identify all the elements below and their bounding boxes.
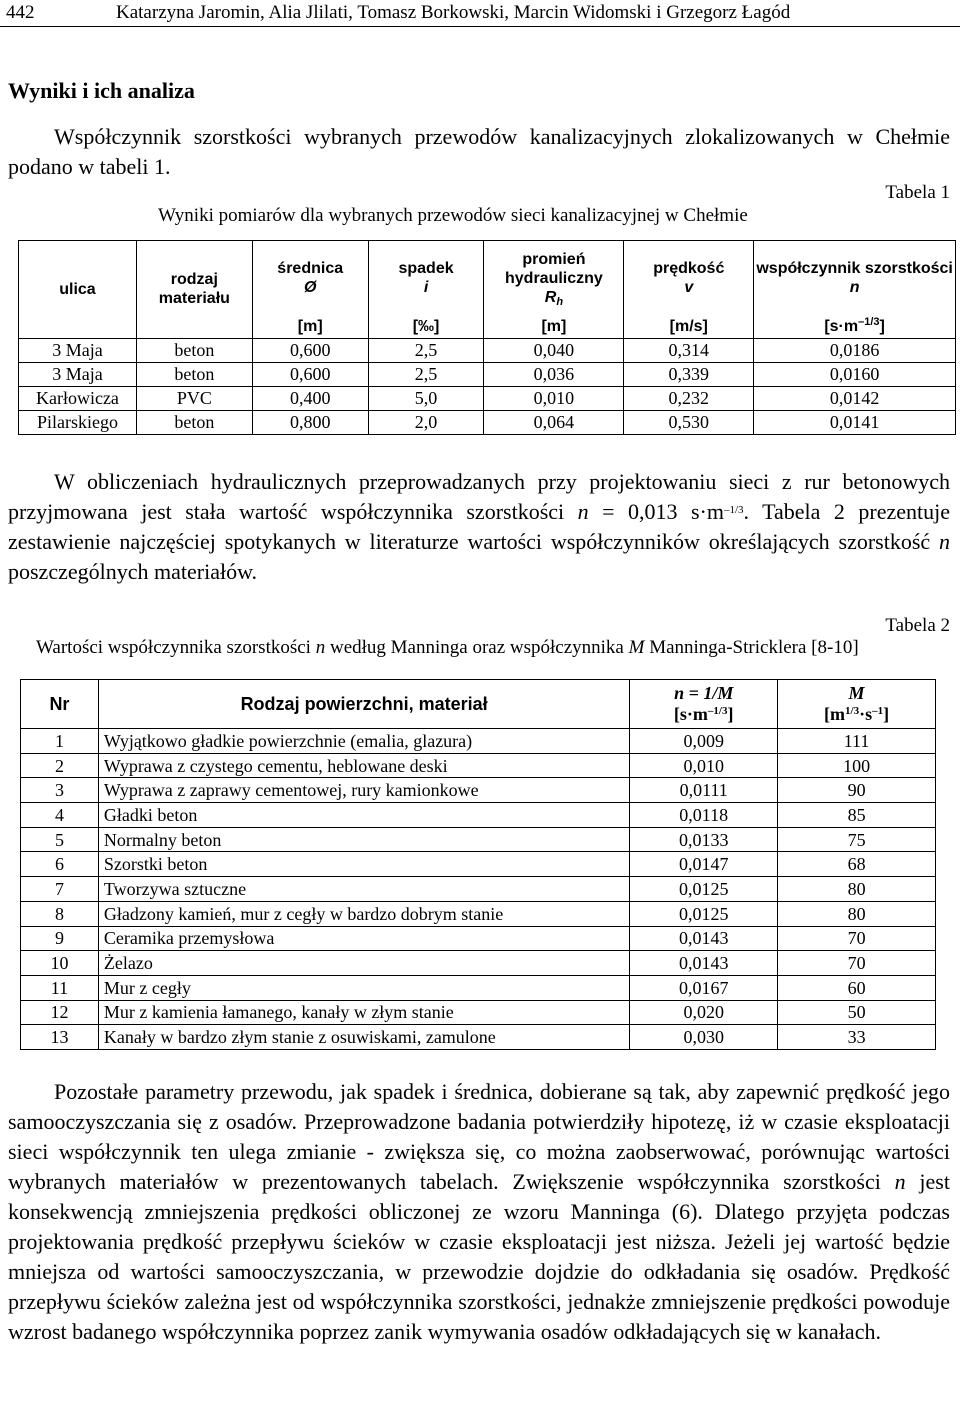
table2-row-cell: 85 [778, 803, 936, 828]
p3-text-1: Pozostałe parametry przewodu, jak spadek i średnica, dobierane są tak, aby zapewnić prędkość jego samooczyszczania się z osadów. Przeprowadzone badania potwierdziły hipotezę, iż w czasie eksploatacji sieci współczynnik ten ulega zmianie - zwiększa się, co można zaobserwować, porównując wartości wybranych materiałów w prezentowanych tabelach. Zwiększenie współczynnika szorstkości [8, 1079, 950, 1194]
table1-header-predkosc-label: prędkość [653, 260, 725, 278]
t2-caption-3: Manninga-Stricklera [8-10] [644, 637, 859, 658]
table2-row-cell: Kanały w bardzo złym stanie z osuwiskami, zamulone [98, 1025, 629, 1050]
table2-row-cell: 80 [778, 877, 936, 902]
table1-row-cell: 0,0141 [754, 410, 956, 434]
table2-row-cell: 13 [21, 1025, 99, 1050]
table2-header-nr: Nr [21, 680, 99, 729]
table2-row-cell: 0,009 [630, 729, 778, 754]
table2-row [21, 975, 936, 1000]
table1-header-ulica: ulica [19, 241, 137, 339]
table2-row-cell: 0,010 [630, 753, 778, 778]
p2-text-3: . Tabela 2 prezentuje zestawienie najczęściej spotykanych w literaturze wartości współczynników określających szorstkość [8, 499, 950, 554]
table1-unit-wsp-exp: –1/3 [858, 315, 880, 328]
table1-header-spadek-symbol: i [423, 279, 429, 297]
table2-row [21, 877, 936, 902]
p2-symbol-n2: n [939, 529, 950, 554]
table2-row-cell: Wyjątkowo gładkie powierzchnie (emalia, glazura) [98, 729, 629, 754]
table1-header-promien-sub: h [556, 295, 564, 308]
table1-row-cell: 0,0186 [754, 338, 956, 362]
table1-body [19, 338, 956, 434]
p2-text-4: poszczególnych materiałów. [8, 559, 258, 584]
table2-row [21, 778, 936, 803]
table2-row-cell: 0,0111 [630, 778, 778, 803]
table2-header-m-unit: [m [824, 704, 846, 724]
table1-row-cell: 5,0 [368, 386, 484, 410]
table1-row-cell: 2,5 [368, 362, 484, 386]
table2-row-cell: 0,0143 [630, 951, 778, 976]
table2-row-cell: 0,0167 [630, 975, 778, 1000]
page-number: 442 [6, 2, 35, 23]
t2-caption-2: według Manninga oraz współczynnika [325, 637, 629, 658]
table1-unit-wsp-base: [s·m [824, 317, 859, 335]
table2-row [21, 803, 936, 828]
table2-row-cell: Wyprawa z zaprawy cementowej, rury kamionkowe [98, 778, 629, 803]
table1-row-cell: 0,036 [484, 362, 624, 386]
paragraph-intro: Współczynnik szorstkości wybranych przewodów kanalizacyjnych zlokalizowanych w Chełmie podano w tabeli 1. [8, 124, 950, 179]
table2-row-cell: Żelazo [98, 951, 629, 976]
table2-row-cell: 80 [778, 901, 936, 926]
table1-caption: Wyniki pomiarów dla wybranych przewodów sieci kanalizacyjnej w Chełmie [158, 205, 748, 226]
table2-row-cell: Gładzony kamień, mur z cegły w bardzo dobrym stanie [98, 901, 629, 926]
table1-row-cell: 3 Maja [19, 362, 137, 386]
table2-row-cell: Gładki beton [98, 803, 629, 828]
table1-header-srednica-label: średnica [277, 260, 344, 278]
table2-row [21, 951, 936, 976]
table2-row-cell: 111 [778, 729, 936, 754]
table2-row-cell: 7 [21, 877, 99, 902]
table2-row-cell: 0,0143 [630, 926, 778, 951]
table2-row [21, 926, 936, 951]
table2-row-cell: Ceramika przemysłowa [98, 926, 629, 951]
table1-unit-promien: [m] [484, 316, 624, 339]
table2-row-cell: 0,0118 [630, 803, 778, 828]
table1-header-spadek-label: spadek [398, 260, 454, 278]
table2-row-cell: 10 [21, 951, 99, 976]
table2-row-cell: 75 [778, 827, 936, 852]
table1-row-cell: 0,0160 [754, 362, 956, 386]
table1 [18, 240, 956, 435]
table1-label: Tabela 1 [885, 182, 950, 203]
table2-header-material: Rodzaj powierzchni, materiał [98, 680, 629, 729]
table1-header-wspolczynnik [754, 241, 956, 316]
p2-symbol-n: n [577, 499, 589, 524]
table1-row-cell: beton [136, 362, 252, 386]
table1-row-cell: beton [136, 338, 252, 362]
t2-caption-1: Wartości współczynnika szorstkości [36, 637, 316, 658]
t2-caption-n: n [315, 637, 326, 658]
table2-row [21, 1000, 936, 1025]
table2-row-cell: 0,020 [630, 1000, 778, 1025]
table2-row [21, 901, 936, 926]
table1-row [19, 386, 956, 410]
table2-row-cell: Szorstki beton [98, 852, 629, 877]
p2-text-1: W obliczeniach hydraulicznych przeprowadzanych przy projektowaniu sieci z rur betonowych przyjmowana jest stała wartość współczynnika szorstkości [8, 469, 950, 524]
table2-header-m-title: M [848, 683, 865, 703]
table2-row-cell: Mur z kamienia łamanego, kanały w złym stanie [98, 1000, 629, 1025]
table1-row-cell: 0,530 [624, 410, 754, 434]
table1-header-wspolczynnik-label: współczynnik szorstkości [756, 260, 953, 278]
table2-row-cell: Tworzywa sztuczne [98, 877, 629, 902]
table2-row [21, 729, 936, 754]
running-head-authors: Katarzyna Jaromin, Alia Jlilati, Tomasz Borkowski, Marcin Widomski i Grzegorz Łagód [116, 2, 791, 23]
table1-unit-srednica: [m] [252, 316, 368, 339]
table2-row-cell: 8 [21, 901, 99, 926]
table1-row-cell: 0,040 [484, 338, 624, 362]
table2-row-cell: 90 [778, 778, 936, 803]
table1-row [19, 410, 956, 434]
table2-row-cell: 2 [21, 753, 99, 778]
table2-header-n-unit: [s·m [673, 704, 708, 724]
table2-header-n-end: ] [727, 704, 734, 724]
table2-row-cell: Normalny beton [98, 827, 629, 852]
table2-header-m-end: ] [883, 704, 890, 724]
table2-header-m-exp: 1/3 [845, 705, 860, 717]
table1-row-cell: 0,314 [624, 338, 754, 362]
table1-row [19, 338, 956, 362]
table1-unit-wspolczynnik [754, 316, 956, 339]
table2 [20, 679, 936, 1050]
table1-header-promien [484, 241, 624, 316]
table1-row-cell: 0,0142 [754, 386, 956, 410]
table2-row-cell: 70 [778, 926, 936, 951]
t2-caption-m: M [628, 637, 645, 658]
table2-row-cell: Wyprawa z czystego cementu, heblowane deski [98, 753, 629, 778]
table1-header-predkosc [624, 241, 754, 316]
table2-row-cell: 100 [778, 753, 936, 778]
table1-header-promien-symbol: R [544, 288, 557, 306]
table2-row-cell: Mur z cegły [98, 975, 629, 1000]
table2-header-m [778, 680, 936, 729]
p2-text-2: = 0,013 s·m [588, 499, 724, 524]
table2-row-cell: 60 [778, 975, 936, 1000]
table1-header-promien-label: promień hydrauliczny [505, 250, 603, 287]
table1-row-cell: 0,010 [484, 386, 624, 410]
p2-exponent: –1/3 [723, 504, 744, 516]
table1-row-cell: 2,0 [368, 410, 484, 434]
table1-header-material: rodzaj materiału [136, 241, 252, 339]
table1-header-srednica-symbol: Ø [303, 279, 317, 297]
table2-header-m-mid: ·s [859, 704, 873, 724]
table2-row-cell: 68 [778, 852, 936, 877]
p3-symbol-n: n [894, 1169, 906, 1194]
table2-row [21, 1025, 936, 1050]
table2-row-cell: 12 [21, 1000, 99, 1025]
table2-caption [36, 637, 859, 659]
table1-header-srednica [252, 241, 368, 316]
table2-header-n-exp: –1/3 [707, 705, 728, 717]
table2-row-cell: 1 [21, 729, 99, 754]
table1-header-predkosc-symbol: v [684, 279, 694, 297]
table1-row-cell: PVC [136, 386, 252, 410]
table1-row-cell: 0,400 [252, 386, 368, 410]
table2-row-cell: 3 [21, 778, 99, 803]
table2-row-cell: 0,0133 [630, 827, 778, 852]
table1-unit-predkosc: [m/s] [624, 316, 754, 339]
table2-row-cell: 0,030 [630, 1025, 778, 1050]
table1-row-cell: 0,339 [624, 362, 754, 386]
table2-header-m-exp2: –1 [872, 705, 884, 717]
table1-row-cell: 2,5 [368, 338, 484, 362]
table2-row-cell: 0,0125 [630, 901, 778, 926]
table2-row-cell: 33 [778, 1025, 936, 1050]
table2-label: Tabela 2 [885, 615, 950, 636]
table1-header-wspolczynnik-symbol: n [849, 279, 860, 297]
table2-row-cell: 0,0125 [630, 877, 778, 902]
table2-row-cell: 4 [21, 803, 99, 828]
table2-row-cell: 11 [21, 975, 99, 1000]
table1-row-cell: 0,600 [252, 362, 368, 386]
table2-row-cell: 6 [21, 852, 99, 877]
table1-header-spadek [368, 241, 484, 316]
table2-row-cell: 50 [778, 1000, 936, 1025]
table2-row [21, 852, 936, 877]
table1-unit-spadek: [‰] [368, 316, 484, 339]
table1-row-cell: beton [136, 410, 252, 434]
table2-row [21, 753, 936, 778]
table1-row-cell: 0,064 [484, 410, 624, 434]
table1-row-cell: 0,232 [624, 386, 754, 410]
p3-text-2: jest konsekwencją zmniejszenia prędkości obliczonej ze wzoru Manninga (6). Dlatego przyjęta podczas projektowania prędkość przepływu ścieków w czasie eksploatacji jest niższa. Jeżeli jej wartość będzie mniejsza od wartości samooczyszczania, w przewodzie dojdzie do odkładania się osadów. Prędkość przepływu ścieków zależna jest od współczynnika szorstkości, jednakże zmniejszenie prędkości powoduje wzrost badanego współczynnika poprzez zanik wymywania osadów odkładających się w kanałach. [8, 1169, 950, 1344]
table2-header-n [630, 680, 778, 729]
table1-row-cell: 3 Maja [19, 338, 137, 362]
table1-row-cell: Pilarskiego [19, 410, 137, 434]
paragraph-calculations [8, 467, 950, 587]
table1-row [19, 362, 956, 386]
table1-unit-wsp-end: ] [879, 317, 885, 335]
section-title: Wyniki i ich analiza [8, 78, 195, 103]
table2-header-n-title: n = 1/M [674, 683, 734, 703]
running-header [0, 0, 960, 27]
paragraph-conclusions [8, 1077, 950, 1347]
table2-row [21, 827, 936, 852]
table2-row-cell: 0,0147 [630, 852, 778, 877]
table2-body [21, 729, 936, 1050]
table2-row-cell: 9 [21, 926, 99, 951]
table1-row-cell: 0,800 [252, 410, 368, 434]
table1-row-cell: 0,600 [252, 338, 368, 362]
table1-row-cell: Karłowicza [19, 386, 137, 410]
table2-row-cell: 5 [21, 827, 99, 852]
table2-row-cell: 70 [778, 951, 936, 976]
